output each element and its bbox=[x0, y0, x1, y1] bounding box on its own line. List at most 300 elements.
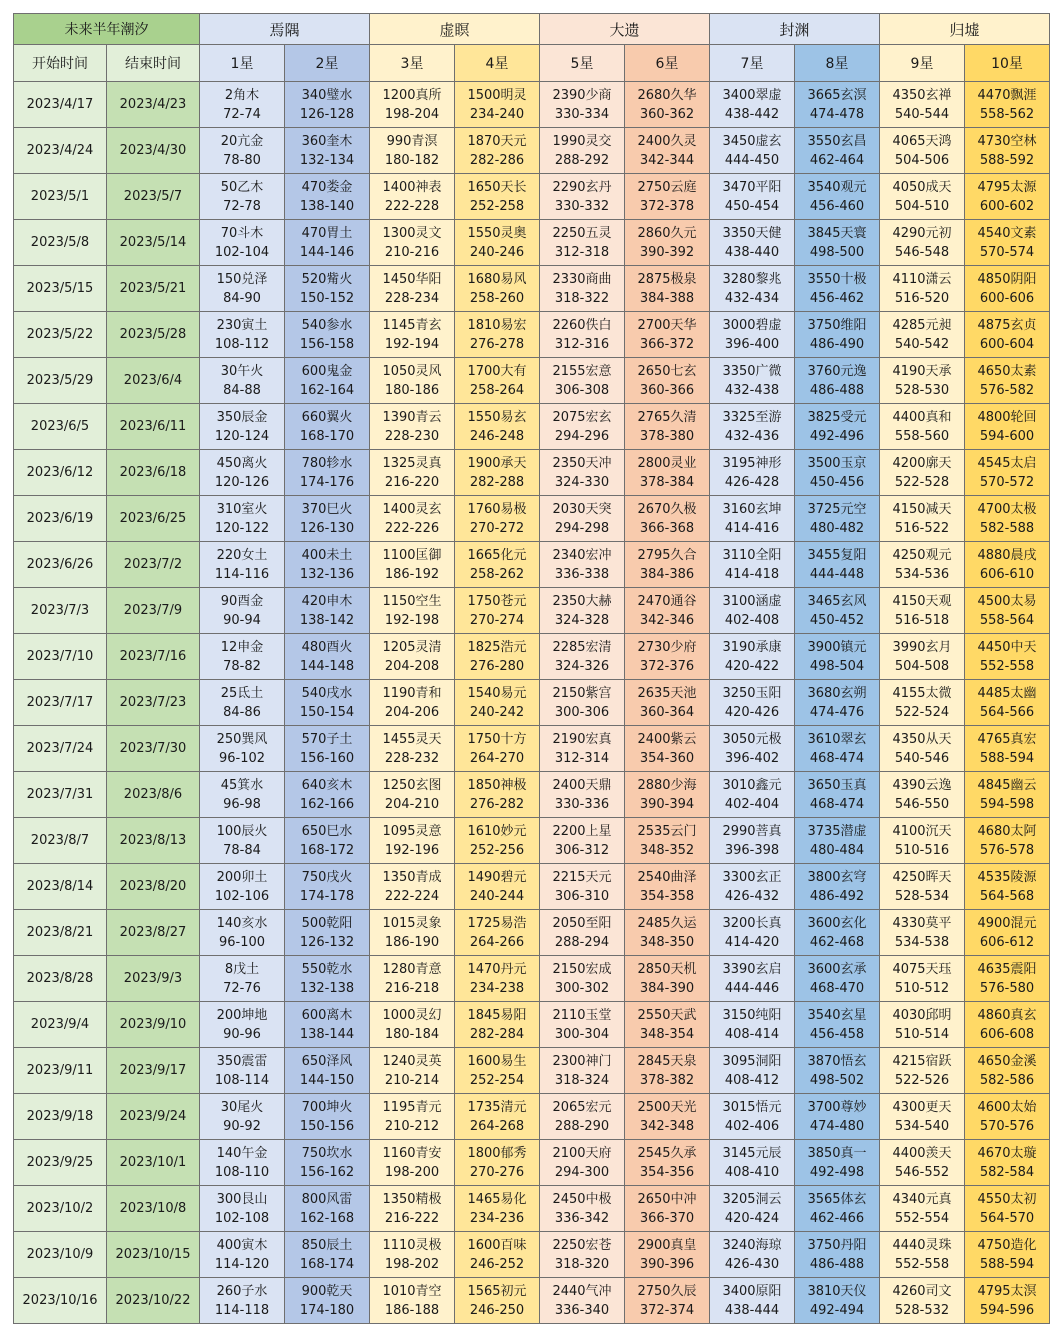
tide-name: 2440气冲 bbox=[552, 1283, 612, 1299]
tide-range: 312-318 bbox=[554, 244, 610, 260]
tide-cell bbox=[965, 864, 1050, 910]
tide-name: 3110全阳 bbox=[722, 547, 782, 563]
tide-range: 486-488 bbox=[809, 1256, 865, 1272]
tide-cell bbox=[455, 634, 540, 680]
tide-range: 246-248 bbox=[469, 428, 525, 444]
tide-cell bbox=[880, 726, 965, 772]
tide-cell bbox=[710, 496, 795, 542]
tide-range: 204-206 bbox=[384, 704, 440, 720]
tide-name: 3010鑫元 bbox=[722, 777, 782, 793]
tide-range: 198-204 bbox=[384, 106, 440, 122]
tide-name: 1500明灵 bbox=[467, 87, 527, 103]
tide-cell bbox=[965, 266, 1050, 312]
tide-name: 3650玉真 bbox=[807, 777, 867, 793]
tide-cell bbox=[200, 634, 285, 680]
tide-range: 540-546 bbox=[894, 750, 950, 766]
end-date-cell: 2023/9/17 bbox=[107, 1048, 200, 1094]
tide-name: 3250玉阳 bbox=[722, 685, 782, 701]
tide-cell bbox=[625, 450, 710, 496]
tide-range: 582-588 bbox=[979, 520, 1035, 536]
tide-name: 4650金溪 bbox=[977, 1053, 1037, 1069]
tide-cell bbox=[540, 1278, 625, 1324]
tide-range: 414-418 bbox=[724, 566, 780, 582]
table-row bbox=[14, 174, 1050, 220]
group-header: 焉隅 bbox=[200, 14, 370, 45]
tide-cell bbox=[370, 496, 455, 542]
tide-cell bbox=[540, 220, 625, 266]
tide-name: 3205洞云 bbox=[722, 1191, 782, 1207]
tide-name: 2350天冲 bbox=[552, 455, 612, 471]
tide-cell bbox=[455, 910, 540, 956]
tide-range: 294-298 bbox=[554, 520, 610, 536]
tide-name: 250巽风 bbox=[216, 731, 268, 747]
tide-cell bbox=[625, 312, 710, 358]
tide-cell bbox=[200, 450, 285, 496]
tide-name: 1650天长 bbox=[467, 179, 527, 195]
tide-name: 3760元逸 bbox=[807, 363, 867, 379]
table-row bbox=[14, 450, 1050, 496]
tide-name: 4875玄贞 bbox=[977, 317, 1037, 333]
tide-range: 486-490 bbox=[809, 336, 865, 352]
table-row bbox=[14, 910, 1050, 956]
tide-name: 370巳火 bbox=[301, 501, 353, 517]
tide-cell bbox=[880, 680, 965, 726]
tide-name: 4340元真 bbox=[892, 1191, 952, 1207]
tide-range: 240-246 bbox=[469, 244, 525, 260]
tide-cell bbox=[795, 404, 880, 450]
tide-range: 306-312 bbox=[554, 842, 610, 858]
tide-cell bbox=[965, 1232, 1050, 1278]
tide-cell bbox=[200, 82, 285, 128]
tide-range: 306-308 bbox=[554, 382, 610, 398]
tide-range: 222-224 bbox=[384, 888, 440, 904]
tide-range: 384-388 bbox=[639, 290, 695, 306]
tide-cell bbox=[965, 174, 1050, 220]
tide-cell bbox=[370, 1232, 455, 1278]
tide-range: 402-404 bbox=[724, 796, 780, 812]
tide-range: 258-260 bbox=[469, 290, 525, 306]
tide-name: 3850真一 bbox=[807, 1145, 867, 1161]
tide-name: 500乾阳 bbox=[301, 915, 353, 931]
tide-range: 192-198 bbox=[384, 612, 440, 628]
tide-range: 252-258 bbox=[469, 198, 525, 214]
table-row bbox=[14, 1094, 1050, 1140]
tide-name: 700坤火 bbox=[301, 1099, 353, 1115]
end-date-cell: 2023/10/8 bbox=[107, 1186, 200, 1232]
tide-range: 156-158 bbox=[299, 336, 355, 352]
tide-cell bbox=[285, 772, 370, 818]
end-date-cell: 2023/8/13 bbox=[107, 818, 200, 864]
tide-range: 234-236 bbox=[469, 1210, 525, 1226]
tide-cell bbox=[200, 358, 285, 404]
end-date-cell: 2023/7/16 bbox=[107, 634, 200, 680]
tide-range: 540-544 bbox=[894, 106, 950, 122]
tide-name: 3550十极 bbox=[807, 271, 867, 287]
tide-name: 4850阴阳 bbox=[977, 271, 1037, 287]
tide-name: 2400天鼎 bbox=[552, 777, 612, 793]
tide-cell bbox=[370, 864, 455, 910]
tide-range: 186-190 bbox=[384, 934, 440, 950]
end-date-cell: 2023/9/3 bbox=[107, 956, 200, 1002]
tide-name: 3900镇元 bbox=[807, 639, 867, 655]
tide-name: 3990玄月 bbox=[892, 639, 952, 655]
tide-name: 470胃土 bbox=[301, 225, 353, 241]
tide-name: 4680太阿 bbox=[977, 823, 1037, 839]
tide-cell bbox=[625, 1094, 710, 1140]
tide-range: 198-202 bbox=[384, 1256, 440, 1272]
tide-cell bbox=[455, 864, 540, 910]
tide-cell bbox=[540, 82, 625, 128]
tide-cell bbox=[540, 910, 625, 956]
tide-range: 564-570 bbox=[979, 1210, 1035, 1226]
tide-range: 456-458 bbox=[809, 1026, 865, 1042]
tide-cell bbox=[285, 1140, 370, 1186]
tide-cell bbox=[710, 1186, 795, 1232]
star-header: 4星 bbox=[455, 45, 540, 82]
tide-range: 270-274 bbox=[469, 612, 525, 628]
table-row bbox=[14, 1002, 1050, 1048]
table-row bbox=[14, 542, 1050, 588]
tide-cell bbox=[880, 1094, 965, 1140]
start-date-cell: 2023/6/12 bbox=[14, 450, 107, 496]
tide-range: 396-400 bbox=[724, 336, 780, 352]
start-date-cell: 2023/10/2 bbox=[14, 1186, 107, 1232]
tide-name: 1490碧元 bbox=[467, 869, 527, 885]
tide-cell bbox=[710, 82, 795, 128]
tide-name: 2150宏成 bbox=[552, 961, 612, 977]
start-date-cell: 2023/9/18 bbox=[14, 1094, 107, 1140]
tide-cell bbox=[285, 818, 370, 864]
tide-cell bbox=[370, 450, 455, 496]
tide-range: 108-114 bbox=[214, 1072, 270, 1088]
tide-cell bbox=[455, 128, 540, 174]
tide-cell bbox=[625, 818, 710, 864]
tide-name: 1550灵奥 bbox=[467, 225, 527, 241]
tide-name: 2400久灵 bbox=[637, 133, 697, 149]
tide-cell bbox=[285, 542, 370, 588]
tide-name: 480酉火 bbox=[301, 639, 353, 655]
tide-range: 510-514 bbox=[894, 1026, 950, 1042]
table-row bbox=[14, 82, 1050, 128]
tide-name: 2285宏清 bbox=[552, 639, 612, 655]
star-header: 8星 bbox=[795, 45, 880, 82]
table-row bbox=[14, 818, 1050, 864]
tide-range: 96-100 bbox=[218, 934, 266, 950]
tide-cell bbox=[370, 220, 455, 266]
tide-range: 576-578 bbox=[979, 842, 1035, 858]
tide-range: 606-612 bbox=[979, 934, 1035, 950]
start-date-cell: 2023/7/24 bbox=[14, 726, 107, 772]
tide-cell bbox=[370, 588, 455, 634]
tide-name: 3195神形 bbox=[722, 455, 782, 471]
tide-cell bbox=[455, 1278, 540, 1324]
tide-cell bbox=[200, 542, 285, 588]
tide-range: 132-134 bbox=[299, 152, 355, 168]
tide-name: 3810天仪 bbox=[807, 1283, 867, 1299]
tide-name: 2900真皇 bbox=[637, 1237, 697, 1253]
tide-name: 750戌火 bbox=[301, 869, 353, 885]
tide-name: 3390玄启 bbox=[722, 961, 782, 977]
tide-cell bbox=[965, 818, 1050, 864]
tide-cell bbox=[200, 220, 285, 266]
tide-range: 444-448 bbox=[809, 566, 865, 582]
table-row bbox=[14, 634, 1050, 680]
end-date-cell: 2023/4/30 bbox=[107, 128, 200, 174]
tide-cell bbox=[455, 174, 540, 220]
tide-name: 3240海琼 bbox=[722, 1237, 782, 1253]
tide-cell bbox=[370, 128, 455, 174]
tide-range: 372-378 bbox=[639, 198, 695, 214]
tide-cell bbox=[710, 404, 795, 450]
tide-range: 102-104 bbox=[214, 244, 270, 260]
tide-range: 150-154 bbox=[299, 704, 355, 720]
tide-cell bbox=[540, 1048, 625, 1094]
tide-name: 140午金 bbox=[216, 1145, 268, 1161]
tide-range: 492-494 bbox=[809, 1302, 865, 1318]
tide-name: 4350玄禅 bbox=[892, 87, 952, 103]
tide-range: 318-320 bbox=[554, 1256, 610, 1272]
tide-range: 216-222 bbox=[384, 1210, 440, 1226]
tide-range: 228-232 bbox=[384, 750, 440, 766]
start-date-cell: 2023/6/26 bbox=[14, 542, 107, 588]
tide-cell bbox=[880, 358, 965, 404]
tide-cell bbox=[455, 404, 540, 450]
tide-range: 528-532 bbox=[894, 1302, 950, 1318]
tide-cell bbox=[625, 956, 710, 1002]
tide-cell bbox=[540, 542, 625, 588]
tide-name: 12申金 bbox=[220, 639, 264, 655]
tide-range: 408-410 bbox=[724, 1164, 780, 1180]
tide-name: 3540观元 bbox=[807, 179, 867, 195]
tide-cell bbox=[880, 864, 965, 910]
tide-range: 534-536 bbox=[894, 566, 950, 582]
end-date-cell: 2023/6/11 bbox=[107, 404, 200, 450]
tide-name: 1195青元 bbox=[382, 1099, 442, 1115]
tide-cell bbox=[370, 1140, 455, 1186]
star-header: 7星 bbox=[710, 45, 795, 82]
tide-cell bbox=[200, 680, 285, 726]
start-date-cell: 2023/9/4 bbox=[14, 1002, 107, 1048]
tide-name: 4900混元 bbox=[977, 915, 1037, 931]
tide-name: 4150减天 bbox=[892, 501, 952, 517]
table-row bbox=[14, 772, 1050, 818]
star-header: 1星 bbox=[200, 45, 285, 82]
tide-cell bbox=[625, 266, 710, 312]
tide-cell bbox=[540, 726, 625, 772]
start-date-cell: 2023/9/11 bbox=[14, 1048, 107, 1094]
tide-name: 2650七玄 bbox=[637, 363, 697, 379]
tide-range: 108-112 bbox=[214, 336, 270, 352]
tide-name: 1845易阳 bbox=[467, 1007, 527, 1023]
tide-range: 438-440 bbox=[724, 244, 780, 260]
tide-range: 606-610 bbox=[979, 566, 1035, 582]
tide-name: 1205灵清 bbox=[382, 639, 442, 655]
tide-name: 3735潜虚 bbox=[807, 823, 867, 839]
tide-cell bbox=[710, 1278, 795, 1324]
tide-cell bbox=[710, 680, 795, 726]
tide-range: 396-402 bbox=[724, 750, 780, 766]
tide-range: 246-252 bbox=[469, 1256, 525, 1272]
tide-range: 594-600 bbox=[979, 428, 1035, 444]
tide-range: 552-558 bbox=[979, 658, 1035, 674]
tide-range: 288-292 bbox=[554, 152, 610, 168]
tide-range: 114-116 bbox=[214, 566, 270, 582]
table-row bbox=[14, 1278, 1050, 1324]
tide-range: 390-394 bbox=[639, 796, 695, 812]
tide-cell bbox=[795, 358, 880, 404]
tide-cell bbox=[965, 588, 1050, 634]
tide-range: 594-598 bbox=[979, 796, 1035, 812]
tide-name: 4800轮回 bbox=[977, 409, 1037, 425]
tide-name: 1455灵天 bbox=[382, 731, 442, 747]
tide-name: 3465玄风 bbox=[807, 593, 867, 609]
tide-range: 234-240 bbox=[469, 106, 525, 122]
tide-cell bbox=[795, 174, 880, 220]
tide-cell bbox=[285, 1232, 370, 1278]
tide-range: 468-474 bbox=[809, 750, 865, 766]
tide-name: 4795太溟 bbox=[977, 1283, 1037, 1299]
tide-range: 342-348 bbox=[639, 1118, 695, 1134]
tide-range: 108-110 bbox=[214, 1164, 270, 1180]
tide-name: 4765真宏 bbox=[977, 731, 1037, 747]
star-header: 10星 bbox=[965, 45, 1050, 82]
tide-range: 390-396 bbox=[639, 1256, 695, 1272]
tide-cell bbox=[710, 220, 795, 266]
tide-range: 222-228 bbox=[384, 198, 440, 214]
tide-range: 474-480 bbox=[809, 1118, 865, 1134]
tide-cell bbox=[200, 1140, 285, 1186]
star-header: 2星 bbox=[285, 45, 370, 82]
tide-name: 750坎水 bbox=[301, 1145, 353, 1161]
tide-range: 330-334 bbox=[554, 106, 610, 122]
tide-range: 324-328 bbox=[554, 612, 610, 628]
tide-range: 450-456 bbox=[809, 474, 865, 490]
tide-cell bbox=[710, 542, 795, 588]
tide-range: 138-140 bbox=[299, 198, 355, 214]
tide-cell bbox=[370, 82, 455, 128]
tide-range: 396-398 bbox=[724, 842, 780, 858]
tide-range: 474-478 bbox=[809, 106, 865, 122]
tide-name: 360奎木 bbox=[301, 133, 353, 149]
tide-name: 1100匡御 bbox=[382, 547, 442, 563]
start-time-header: 开始时间 bbox=[14, 45, 107, 82]
tide-range: 528-530 bbox=[894, 382, 950, 398]
tide-range: 246-250 bbox=[469, 1302, 525, 1318]
tide-cell bbox=[625, 588, 710, 634]
tide-name: 3400原阳 bbox=[722, 1283, 782, 1299]
tide-cell bbox=[625, 910, 710, 956]
tide-range: 240-244 bbox=[469, 888, 525, 904]
tide-range: 468-470 bbox=[809, 980, 865, 996]
tide-range: 96-102 bbox=[218, 750, 266, 766]
tide-cell bbox=[880, 220, 965, 266]
tide-range: 144-148 bbox=[299, 658, 355, 674]
tide-name: 420申木 bbox=[301, 593, 353, 609]
tide-cell bbox=[455, 956, 540, 1002]
tide-name: 3200长真 bbox=[722, 915, 782, 931]
tide-name: 2215天元 bbox=[552, 869, 612, 885]
tide-range: 210-212 bbox=[384, 1118, 440, 1134]
tide-cell bbox=[880, 266, 965, 312]
tide-name: 1700大有 bbox=[467, 363, 527, 379]
tide-cell bbox=[710, 634, 795, 680]
tide-name: 1800郁秀 bbox=[467, 1145, 527, 1161]
tide-cell bbox=[625, 128, 710, 174]
tide-range: 342-346 bbox=[639, 612, 695, 628]
tide-name: 2200上星 bbox=[552, 823, 612, 839]
tide-range: 336-342 bbox=[554, 1210, 610, 1226]
tide-range: 570-572 bbox=[979, 474, 1035, 490]
tide-name: 300艮山 bbox=[216, 1191, 268, 1207]
table-row bbox=[14, 680, 1050, 726]
tide-range: 426-430 bbox=[724, 1256, 780, 1272]
tide-name: 2260佚白 bbox=[552, 317, 612, 333]
tide-cell bbox=[880, 910, 965, 956]
tide-cell bbox=[285, 128, 370, 174]
table-row bbox=[14, 726, 1050, 772]
tide-name: 2030天突 bbox=[552, 501, 612, 517]
tide-cell bbox=[795, 1002, 880, 1048]
tide-range: 498-500 bbox=[809, 244, 865, 260]
tide-range: 432-436 bbox=[724, 428, 780, 444]
tide-range: 156-160 bbox=[299, 750, 355, 766]
tide-name: 2110玉堂 bbox=[552, 1007, 612, 1023]
tide-range: 408-412 bbox=[724, 1072, 780, 1088]
tide-range: 180-182 bbox=[384, 152, 440, 168]
tide-cell bbox=[625, 726, 710, 772]
tide-cell bbox=[625, 404, 710, 450]
tide-name: 1390青云 bbox=[382, 409, 442, 425]
tide-name: 1350青成 bbox=[382, 869, 442, 885]
tide-name: 4470飘涯 bbox=[977, 87, 1037, 103]
table-row bbox=[14, 496, 1050, 542]
tide-name: 4200廓天 bbox=[892, 455, 952, 471]
tide-range: 330-332 bbox=[554, 198, 610, 214]
tide-range: 300-306 bbox=[554, 704, 610, 720]
tide-cell bbox=[200, 128, 285, 174]
tide-name: 1400神表 bbox=[382, 179, 442, 195]
tide-range: 90-92 bbox=[223, 1118, 261, 1134]
tide-name: 2730少府 bbox=[637, 639, 697, 655]
tide-name: 4880晨戌 bbox=[977, 547, 1037, 563]
tide-name: 1015灵象 bbox=[382, 915, 442, 931]
tide-name: 2角木 bbox=[224, 87, 260, 103]
end-time-header: 结束时间 bbox=[107, 45, 200, 82]
tide-range: 324-326 bbox=[554, 658, 610, 674]
tide-cell bbox=[880, 1002, 965, 1048]
tide-name: 4100沉天 bbox=[892, 823, 952, 839]
table-row bbox=[14, 956, 1050, 1002]
end-date-cell: 2023/9/10 bbox=[107, 1002, 200, 1048]
tide-name: 1600易生 bbox=[467, 1053, 527, 1069]
tide-name: 1150空生 bbox=[382, 593, 442, 609]
tide-cell bbox=[200, 910, 285, 956]
tide-cell bbox=[285, 1002, 370, 1048]
tide-cell bbox=[880, 174, 965, 220]
tide-cell bbox=[965, 634, 1050, 680]
tide-cell bbox=[965, 82, 1050, 128]
tide-cell bbox=[880, 634, 965, 680]
tide-cell bbox=[540, 680, 625, 726]
tide-range: 402-406 bbox=[724, 1118, 780, 1134]
tide-name: 4700太极 bbox=[977, 501, 1037, 517]
tide-name: 3550玄昌 bbox=[807, 133, 867, 149]
tide-cell bbox=[710, 174, 795, 220]
tide-name: 4290元初 bbox=[892, 225, 952, 241]
tide-range: 408-414 bbox=[724, 1026, 780, 1042]
tide-range: 174-178 bbox=[299, 888, 355, 904]
end-date-cell: 2023/10/1 bbox=[107, 1140, 200, 1186]
